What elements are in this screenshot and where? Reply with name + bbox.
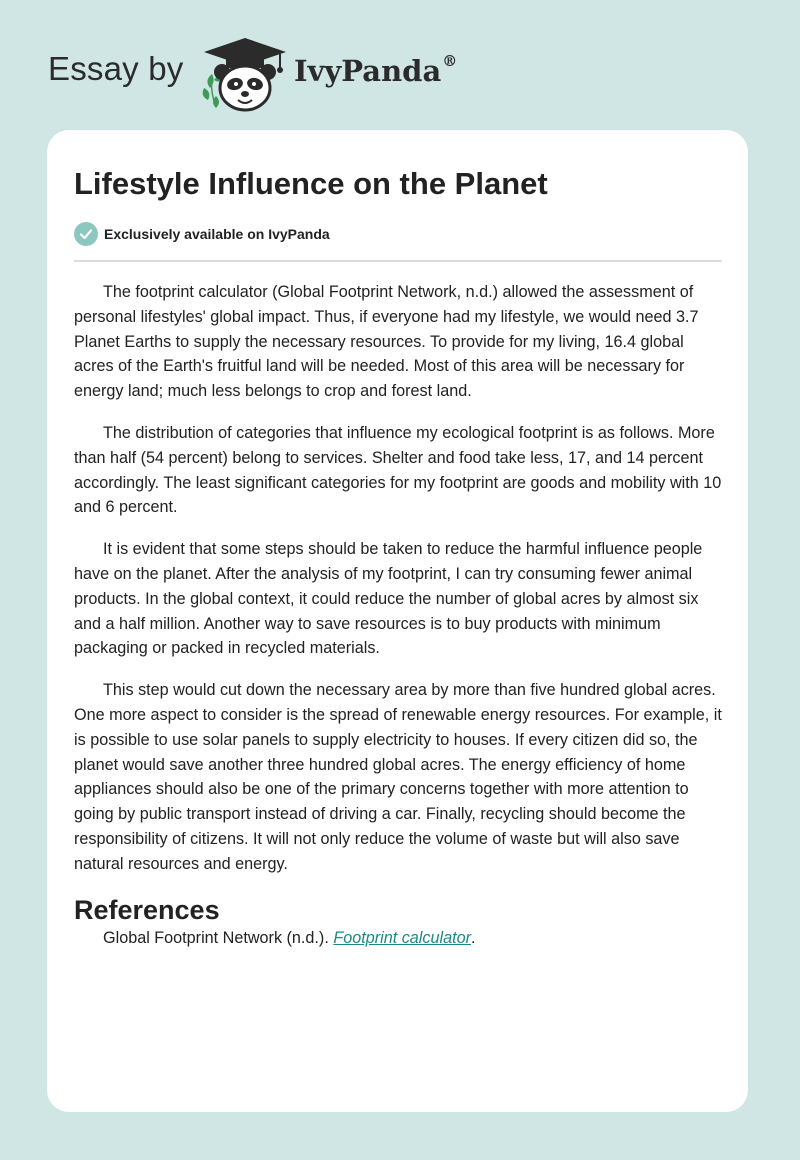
checkmark-icon [74,222,98,246]
footprint-calculator-link[interactable]: Footprint calculator [333,928,471,947]
paragraph: This step would cut down the necessary area by more than five hundred global acres. One more aspect to consider is the spread of renewable energy resources. For example, it is possible to use solar panels to supply electricity to houses. If every citizen did so, the planet would save another three hundred global acres. The energy efficiency of home appliances should also be one of the primary concerns together with more attention to going by public transport instead of driving a car. Finally, recycling should become the responsibility of citizens. It will not only reduce the volume of waste but will also save natural resources and energy. [74,681,722,873]
reference-trailing: . [470,928,476,947]
reference-author: Global Footprint Network (n.d.). [103,928,334,947]
essay-body [74,280,722,967]
reference-entry [74,926,722,951]
paragraph: It is evident that some steps should be taken to reduce the harmful influence people have on the planet. After the analysis of my footprint, I can try consuming fewer animal products. In the global context, it could reduce the number of global acres by almost six and a half million. Another way to save resources is to buy products with minimum packaging or packed in recycled materials. [74,540,703,658]
registered-mark: ® [442,52,458,70]
panda-graduate-logo-icon [200,36,290,112]
exclusive-badge-text: Exclusively available on IvyPanda [104,226,330,242]
paragraph: The footprint calculator (Global Footprint Network, n.d.) allowed the assessment of personal lifestyles' global impact. Thus, if everyone had my lifestyle, we would need 3.7 Planet Earths to supply the necessary resources. To provide for my living, 16.4 global acres of the Earth's fruitful land will be needed. Most of this area will be necessary for energy land; much less belongs to crop and forest land. [74,283,699,401]
essay-card [47,130,748,1112]
site-logo[interactable] [48,36,508,112]
exclusive-badge [74,221,330,247]
divider [74,260,722,262]
brand-name: IvyPanda® [294,52,458,88]
page-title: Lifestyle Influence on the Planet [74,166,548,201]
essay-by-label: Essay by [48,50,184,87]
references-heading: References [74,894,220,925]
paragraph: The distribution of categories that influence my ecological footprint is as follows. More than half (54 percent) belong to services. Shelter and food take less, 17, and 14 percent accordingly. The least significant categories for my footprint are goods and mobility with 10 and 6 percent. [74,423,722,517]
